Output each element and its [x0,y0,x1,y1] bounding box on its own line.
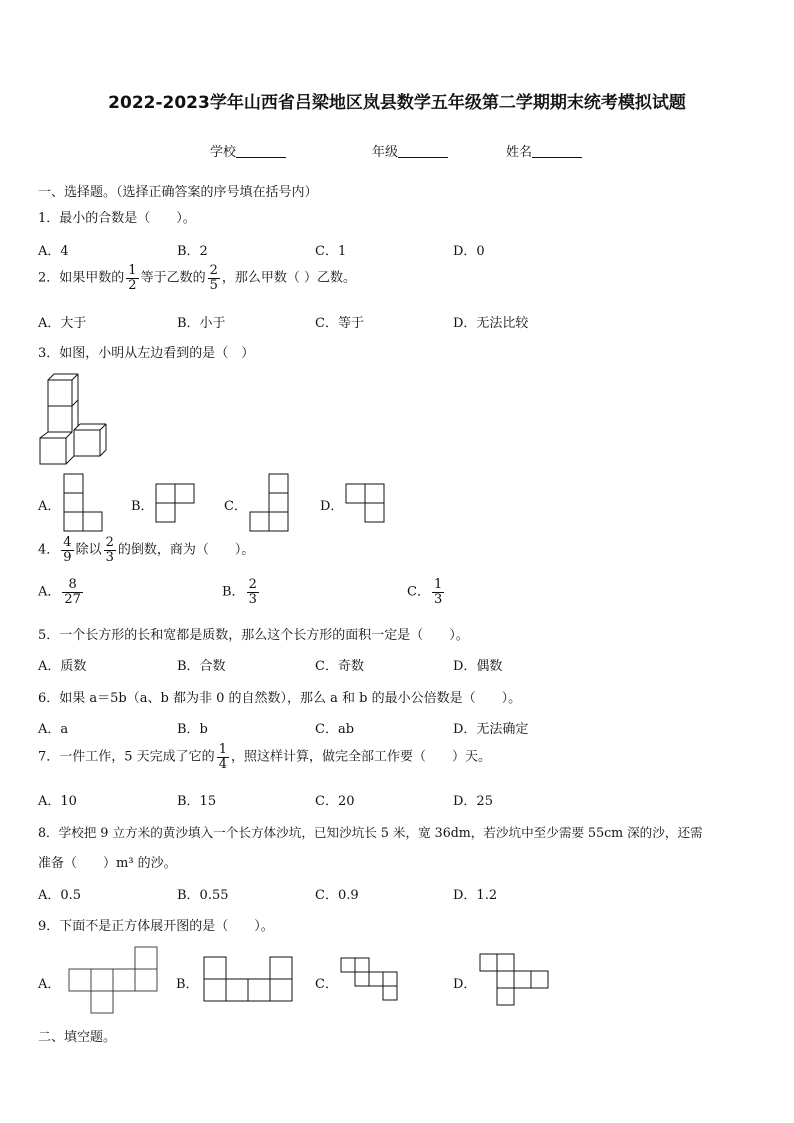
section2-heading: 二、填空题。 [38,1030,117,1045]
q8-text-line2: 准备（ ）m³ 的沙。 [38,856,177,871]
q4-text [38,536,254,564]
page-title: 2022-2023学年山西省吕梁地区岚县数学五年级第二学期期末统考模拟试题 [108,93,686,113]
q1-option-a[interactable]: A．4 [38,244,69,259]
q7-post: ，照这样计算，做完全部工作要（ ）天。 [230,749,491,765]
q1-option-c[interactable]: C．1 [315,244,347,259]
q7-option-a[interactable]: A．10 [38,794,77,809]
q7-fraction [217,743,229,771]
q4-mid: 除以 [75,542,102,558]
name-field [506,141,582,160]
school-blank[interactable] [236,144,286,158]
q4-b-den: 3 [248,591,257,607]
q4-option-a[interactable] [38,578,85,606]
q2-pre: 2．如果甲数的 [38,270,125,286]
q2-mid: 等于乙数的 [140,270,206,286]
q6-text: 6．如果 a＝5b（a、b 都为非 0 的自然数），那么 a 和 b 的最小公倍数是（ ）。 [38,691,522,706]
school-field [210,141,286,160]
q4-f1-den: 9 [63,549,72,565]
q2-text [38,264,356,292]
school-label: 学校 [210,145,237,160]
q5-option-a[interactable]: A．质数 [38,659,87,674]
q3-option-c-figure [250,474,290,532]
q4-c-label: C． [407,584,430,600]
q1-option-d[interactable]: D．0 [453,244,485,259]
q7-num: 1 [218,742,227,757]
q4-post: 的倒数，商为（ ）。 [117,542,255,558]
q3-option-d-figure [346,484,386,524]
q9-option-d[interactable]: D． [453,977,477,992]
q8-option-c[interactable]: C．0.9 [315,888,359,903]
q8-option-b[interactable]: B．0.55 [177,888,229,903]
q9-option-a-net [67,946,159,1014]
q3-option-a[interactable]: A． [38,499,61,514]
q2-f1-num: 1 [128,263,137,278]
q4-a-num: 8 [62,578,83,593]
q5-option-b[interactable]: B．合数 [177,659,226,674]
q3-option-d[interactable]: D． [320,499,344,514]
q2-f2-den: 5 [209,277,218,293]
q2-option-b[interactable]: B．小于 [177,316,226,331]
q4-a-fraction [62,578,83,606]
q3-cube-figure [38,372,110,468]
q5-text: 5．一个长方形的长和宽都是质数，那么这个长方形的面积一定是（ ）。 [38,628,469,643]
q4-c-num: 1 [433,577,443,592]
q6-option-c[interactable]: C．ab [315,722,355,737]
q9-option-c[interactable]: C． [315,977,338,992]
q4-b-num: 2 [248,577,257,592]
name-blank[interactable] [532,144,582,158]
q5-option-d[interactable]: D．偶数 [453,659,503,674]
q9-option-a[interactable]: A． [38,977,61,992]
q4-c-fraction [432,578,444,606]
grade-label: 年级 [372,145,399,160]
q4-option-b[interactable] [222,578,261,606]
q3-text: 3．如图，小明从左边看到的是（ ） [38,346,255,361]
q3-option-c[interactable]: C． [224,499,247,514]
section1-heading: 一、选择题。（选择正确答案的序号填在括号内） [38,185,318,200]
q2-option-d[interactable]: D．无法比较 [453,316,529,331]
grade-blank[interactable] [398,144,448,158]
q4-fraction-1 [61,536,73,564]
q2-option-c[interactable]: C．等于 [315,316,364,331]
name-label: 姓名 [506,145,533,160]
q7-text [38,743,491,771]
q8-option-a[interactable]: A．0.5 [38,888,82,903]
q8-text-line1: 8．学校把 9 立方米的黄沙填入一个长方体沙坑，已知沙坑长 5 米，宽 36dm，若沙坑中至少需要 55cm 深的沙，还需 [38,825,703,840]
q2-f2-num: 2 [209,263,218,278]
grade-field [372,141,448,160]
q4-b-fraction [247,578,259,606]
q3-option-a-figure [64,474,104,532]
q2-option-a[interactable]: A．大于 [38,316,87,331]
q7-den: 4 [218,756,227,772]
q2-fraction-2 [208,264,220,292]
q9-option-c-net [340,957,402,1003]
q9-text: 9．下面不是正方体展开图的是（ ）。 [38,919,274,934]
q2-post: ，那么甲数（ ）乙数。 [221,270,356,286]
q6-option-d[interactable]: D．无法确定 [453,722,529,737]
q4-a-den: 27 [64,591,81,607]
q7-option-c[interactable]: C．20 [315,794,355,809]
q7-option-b[interactable]: B．15 [177,794,217,809]
q7-option-d[interactable]: D．25 [453,794,493,809]
q2-fraction-1 [126,264,138,292]
q6-option-a[interactable]: A．a [38,722,69,737]
q4-b-label: B． [222,584,245,600]
q4-f1-num: 4 [63,535,72,550]
q2-f1-den: 2 [128,277,137,293]
q7-pre: 7．一件工作，5 天完成了它的 [38,749,215,765]
q3-option-b-figure [156,484,196,524]
q9-option-b-net [203,956,295,1002]
q4-f2-num: 2 [105,535,114,550]
q4-f2-den: 3 [105,549,114,565]
q8-option-d[interactable]: D．1.2 [453,888,498,903]
q4-fraction-2 [104,536,116,564]
q4-pre: 4． [38,542,60,558]
q4-option-c[interactable] [407,578,446,606]
q1-option-b[interactable]: B．2 [177,244,208,259]
q9-option-d-net [479,953,553,1009]
q1-text: 1．最小的合数是（ ）。 [38,211,196,226]
q4-a-label: A． [38,584,61,600]
q9-option-b[interactable]: B． [176,977,199,992]
q4-c-den: 3 [433,591,443,607]
q6-option-b[interactable]: B．b [177,722,208,737]
q3-option-b[interactable]: B． [131,499,154,514]
q5-option-c[interactable]: C．奇数 [315,659,364,674]
